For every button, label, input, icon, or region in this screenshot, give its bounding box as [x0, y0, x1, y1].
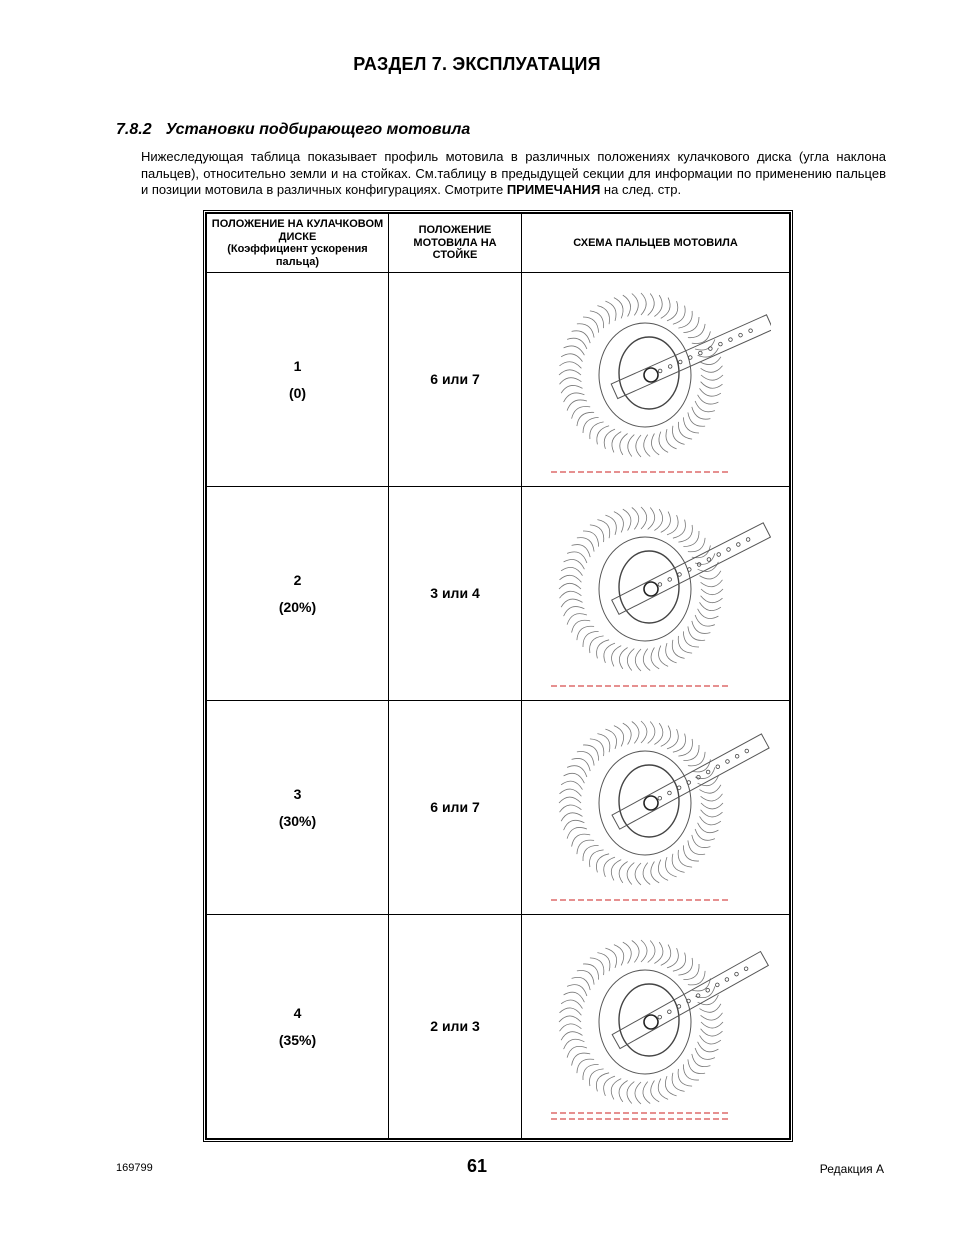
cam-position-cell	[207, 915, 389, 1139]
intro-paragraph	[141, 149, 886, 199]
reel-stand-position-cell	[389, 915, 522, 1139]
table-row	[207, 273, 790, 487]
cam-position-cell	[207, 273, 389, 487]
header-cam-position-sub: (Коэффициент ускорения пальца)	[227, 243, 368, 268]
section-title: РАЗДЕЛ 7. ЭКСПЛУАТАЦИЯ	[353, 54, 601, 74]
reel-diagram-cell	[522, 701, 790, 915]
cam-position-number: 1	[293, 357, 302, 374]
reel-finger-diagram-image	[541, 280, 771, 480]
cam-position-cell	[207, 487, 389, 701]
header-reel-position: ПОЛОЖЕНИЕ МОТОВИЛА НА СТОЙКЕ	[389, 214, 522, 273]
reel-settings-table	[203, 210, 793, 1142]
cam-position-cell	[207, 701, 389, 915]
page-number: 61	[466, 1156, 488, 1176]
reel-diagram-cell	[522, 487, 790, 701]
table-row	[207, 701, 790, 915]
subsection-title: Установки подбирающего мотовила	[165, 121, 471, 138]
subsection-number: 7.8.2	[116, 121, 152, 138]
cam-position-number: 3	[293, 785, 302, 802]
header-finger-diagram: СХЕМА ПАЛЬЦЕВ МОТОВИЛА	[522, 214, 790, 273]
intro-tail: на след. стр.	[603, 182, 682, 197]
subsection-heading	[116, 121, 470, 139]
header-cam-position	[207, 214, 389, 273]
cam-position-coefficient: (35%)	[278, 1031, 317, 1048]
cam-position-number: 4	[293, 1004, 302, 1021]
intro-text: Нижеследующая таблица показывает профиль мотовила в различных положениях кулачкового диска (угла наклона пальцев), относительно земли и на стойках. См.таблицу в предыдущей секции для информации по применению пальцев и позиции мотовила в различных конфигурациях. Смотрите	[141, 149, 886, 197]
reel-finger-diagram-image	[541, 927, 771, 1127]
reel-finger-diagram-image	[541, 708, 771, 908]
intro-notes-emphasis: ПРИМЕЧАНИЯ	[506, 182, 601, 197]
reel-stand-position-cell	[389, 487, 522, 701]
reel-diagram-cell	[522, 915, 790, 1139]
document-number: 169799	[116, 1162, 153, 1174]
reel-stand-position: 2 или 3	[430, 1017, 480, 1034]
cam-position-coefficient: (30%)	[278, 812, 317, 829]
cam-position-number: 2	[293, 571, 302, 588]
table-row	[207, 915, 790, 1139]
cam-position-coefficient: (20%)	[278, 598, 317, 615]
reel-finger-diagram-image	[541, 494, 771, 694]
reel-stand-position: 6 или 7	[430, 370, 480, 387]
revision-label: Редакция А	[819, 1162, 884, 1176]
reel-diagram-cell	[522, 273, 790, 487]
reel-stand-position-cell	[389, 273, 522, 487]
reel-stand-position: 6 или 7	[430, 798, 480, 815]
reel-stand-position-cell	[389, 701, 522, 915]
table-row	[207, 487, 790, 701]
cam-position-coefficient: (0)	[288, 384, 307, 401]
header-cam-position-label: ПОЛОЖЕНИЕ НА КУЛАЧКОВОМ ДИСКЕ	[211, 218, 384, 243]
reel-stand-position: 3 или 4	[430, 584, 480, 601]
